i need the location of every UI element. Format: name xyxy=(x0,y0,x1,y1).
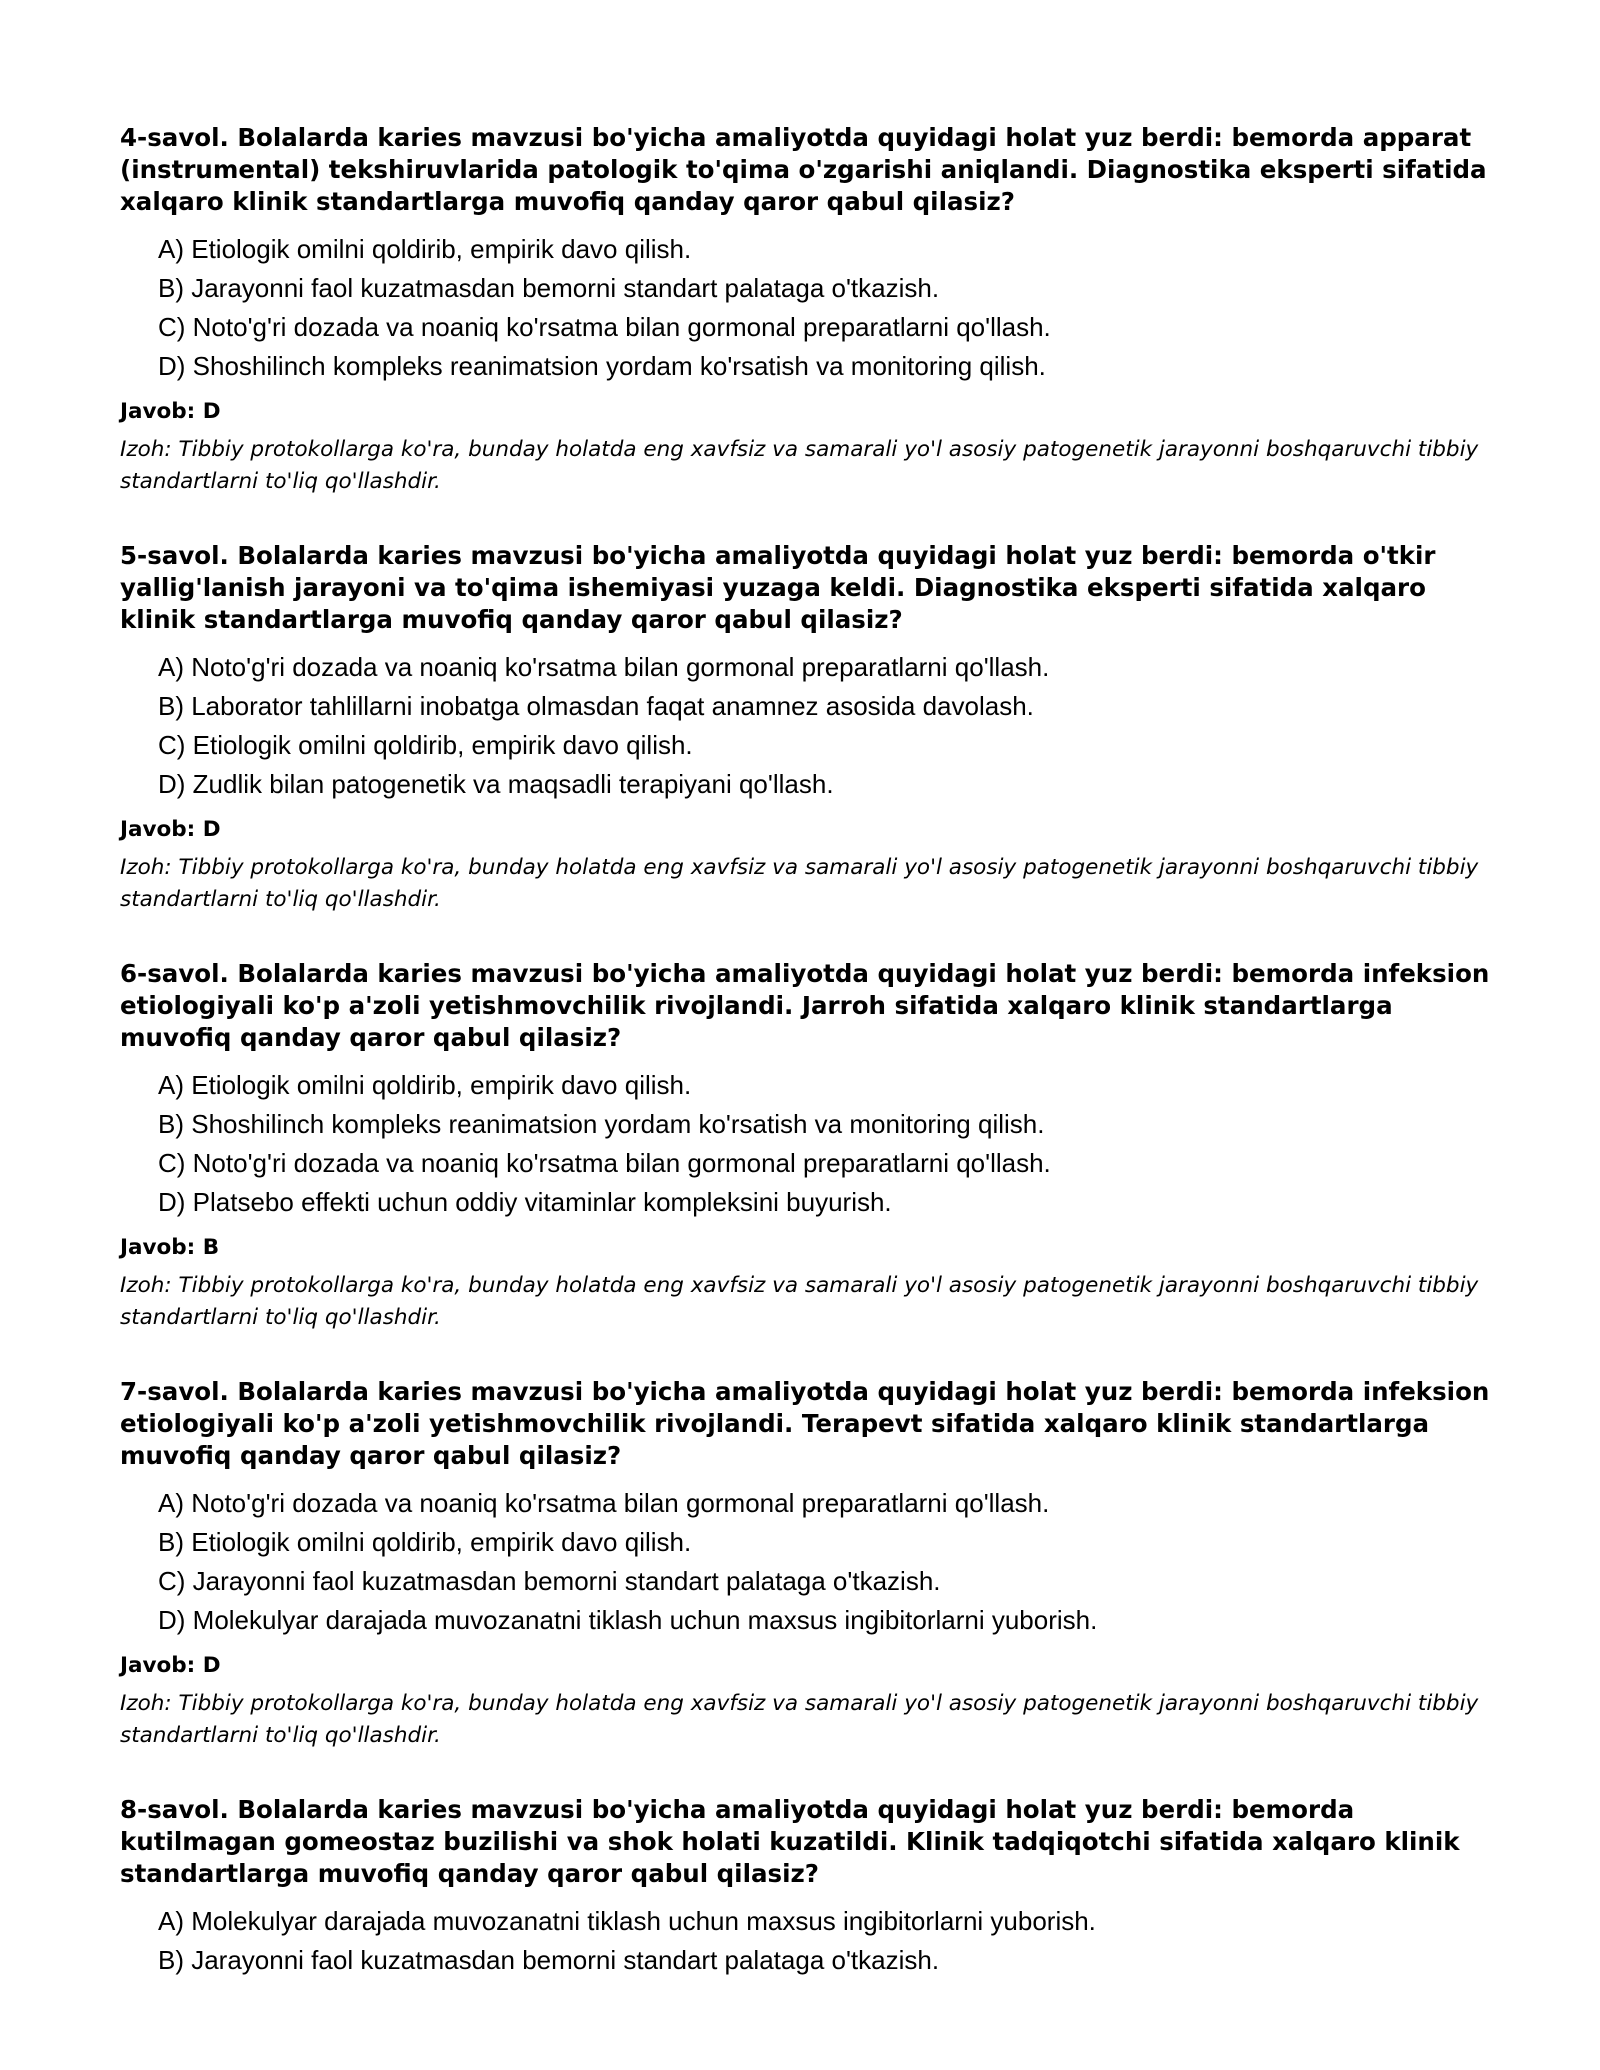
options-list xyxy=(120,1902,1490,1980)
option-b: B) Etiologik omilni qoldirib, empirik davo qilish. xyxy=(158,1527,692,1557)
explanation-note: Izoh: Tibbiy protokollarga ko'ra, bunday holatda eng xavfsiz va samarali yo'l asosiy patogenetik jarayonni boshqaruvchi tibbiy standartlarni to'liq qo'llashdir. xyxy=(120,437,1479,494)
question-text: 4-savol. Bolalarda karies mavzusi bo'yicha amaliyotda quyidagi holat yuz berdi: bemorda apparat (instrumental) tekshiruvlarida patologik to'qima o'zgarishi aniqlandi. Diagnostika eksperti sifatida xalqaro klinik standartlarga muvofiq qanday qaror qabul qilasiz? xyxy=(120,123,1487,216)
answer-label: Javob: D xyxy=(120,399,221,424)
option-c: C) Noto'g'ri dozada va noaniq ko'rsatma bilan gormonal preparatlarni qo'llash. xyxy=(158,312,1051,342)
options-list xyxy=(120,1484,1490,1640)
option-a: A) Etiologik omilni qoldirib, empirik davo qilish. xyxy=(158,234,692,264)
answer-label: Javob: D xyxy=(120,817,221,842)
option-a: A) Noto'g'ri dozada va noaniq ko'rsatma bilan gormonal preparatlarni qo'llash. xyxy=(158,1488,1050,1518)
option-c: C) Etiologik omilni qoldirib, empirik davo qilish. xyxy=(158,730,693,760)
document-page xyxy=(120,122,1490,2022)
question-block xyxy=(120,122,1490,498)
option-b: B) Shoshilinch kompleks reanimatsion yordam ko'rsatish va monitoring qilish. xyxy=(158,1109,1045,1139)
explanation-note: Izoh: Tibbiy protokollarga ko'ra, bunday holatda eng xavfsiz va samarali yo'l asosiy patogenetik jarayonni boshqaruvchi tibbiy standartlarni to'liq qo'llashdir. xyxy=(120,1273,1479,1330)
option-d: D) Shoshilinch kompleks reanimatsion yordam ko'rsatish va monitoring qilish. xyxy=(158,351,1046,381)
question-text: 7-savol. Bolalarda karies mavzusi bo'yicha amaliyotda quyidagi holat yuz berdi: bemorda infeksion etiologiyali ko'p a'zoli yetishmovchilik rivojlandi. Terapevt sifatida xalqaro klinik standartlarga muvofiq qanday qaror qabul qilasiz? xyxy=(120,1377,1490,1470)
option-b: B) Jarayonni faol kuzatmasdan bemorni standart palataga o'tkazish. xyxy=(158,273,940,303)
option-a: A) Noto'g'ri dozada va noaniq ko'rsatma bilan gormonal preparatlarni qo'llash. xyxy=(158,652,1050,682)
option-a: A) Molekulyar darajada muvozanatni tiklash uchun maxsus ingibitorlarni yuborish. xyxy=(158,1906,1096,1936)
answer-label: Javob: D xyxy=(120,1653,221,1678)
question-block xyxy=(120,1376,1490,1752)
option-b: B) Laborator tahlillarni inobatga olmasdan faqat anamnez asosida davolash. xyxy=(158,691,1034,721)
option-a: A) Etiologik omilni qoldirib, empirik davo qilish. xyxy=(158,1070,692,1100)
option-c: C) Jarayonni faol kuzatmasdan bemorni standart palataga o'tkazish. xyxy=(158,1566,941,1596)
question-block xyxy=(120,540,1490,916)
question-block xyxy=(120,958,1490,1334)
options-list xyxy=(120,648,1490,804)
option-d: D) Platsebo effekti uchun oddiy vitaminlar kompleksini buyurish. xyxy=(158,1187,892,1217)
option-d: D) Molekulyar darajada muvozanatni tiklash uchun maxsus ingibitorlarni yuborish. xyxy=(158,1605,1098,1635)
question-block xyxy=(120,1794,1490,1980)
option-c: C) Noto'g'ri dozada va noaniq ko'rsatma bilan gormonal preparatlarni qo'llash. xyxy=(158,1148,1051,1178)
options-list xyxy=(120,1066,1490,1222)
question-text: 6-savol. Bolalarda karies mavzusi bo'yicha amaliyotda quyidagi holat yuz berdi: bemorda infeksion etiologiyali ko'p a'zoli yetishmovchilik rivojlandi. Jarroh sifatida xalqaro klinik standartlarga muvofiq qanday qaror qabul qilasiz? xyxy=(120,959,1490,1052)
explanation-note: Izoh: Tibbiy protokollarga ko'ra, bunday holatda eng xavfsiz va samarali yo'l asosiy patogenetik jarayonni boshqaruvchi tibbiy standartlarni to'liq qo'llashdir. xyxy=(120,855,1479,912)
question-text: 5-savol. Bolalarda karies mavzusi bo'yicha amaliyotda quyidagi holat yuz berdi: bemorda o'tkir yallig'lanish jarayoni va to'qima ishemiyasi yuzaga keldi. Diagnostika eksperti sifatida xalqaro klinik standartlarga muvofiq qanday qaror qabul qilasiz? xyxy=(120,541,1436,634)
options-list xyxy=(120,230,1490,386)
question-text: 8-savol. Bolalarda karies mavzusi bo'yicha amaliyotda quyidagi holat yuz berdi: bemorda kutilmagan gomeostaz buzilishi va shok holati kuzatildi. Klinik tadqiqotchi sifatida xalqaro klinik standartlarga muvofiq qanday qaror qabul qilasiz? xyxy=(120,1795,1460,1888)
option-d: D) Zudlik bilan patogenetik va maqsadli terapiyani qo'llash. xyxy=(158,769,834,799)
option-b: B) Jarayonni faol kuzatmasdan bemorni standart palataga o'tkazish. xyxy=(158,1945,940,1975)
answer-label: Javob: B xyxy=(120,1235,220,1260)
explanation-note: Izoh: Tibbiy protokollarga ko'ra, bunday holatda eng xavfsiz va samarali yo'l asosiy patogenetik jarayonni boshqaruvchi tibbiy standartlarni to'liq qo'llashdir. xyxy=(120,1691,1479,1748)
